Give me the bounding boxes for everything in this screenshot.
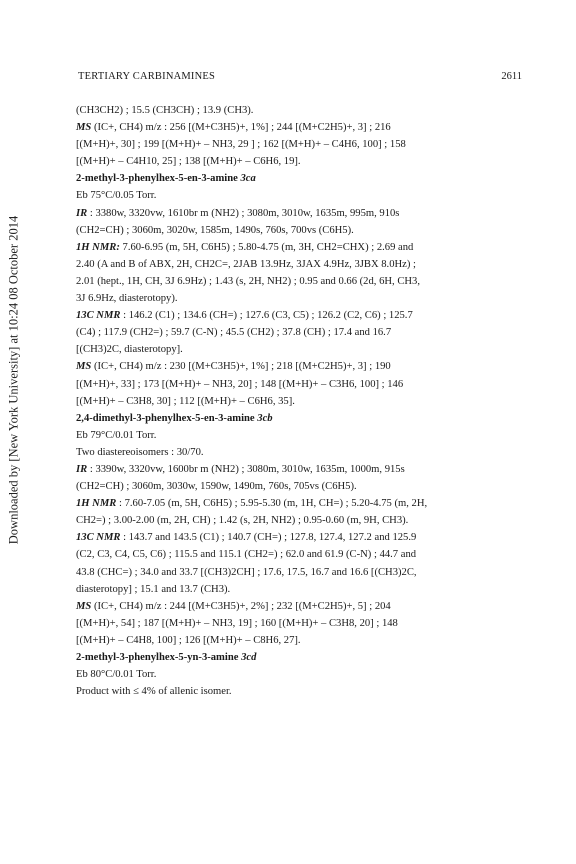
page-number: 2611 (501, 71, 522, 82)
text-line: (C2, C3, C4, C5, C6) ; 115.5 and 115.1 (CH2=) ; 62.0 and 61.9 (C-N) ; 44.7 and (76, 549, 417, 561)
section-label: MS (76, 600, 92, 612)
text-line: (CH2=CH) ; 3060m, 3020w, 1585m, 1490s, 760s, 700vs (C6H5). (76, 224, 354, 236)
text-line: 1H NMR: 7.60-6.95 (m, 5H, C6H5) ; 5.80-4.75 (m, 3H, CH2=CHX) ; 2.69 and (76, 241, 414, 253)
section-label: 1H NMR (76, 498, 117, 510)
text-line: [(M+H)+, 33] ; 173 [(M+H)+ – NH3, 20] ; 148 [(M+H)+ – C3H6, 100] ; 146 (76, 378, 404, 390)
section-label: MS (76, 122, 92, 134)
text-line: (CH3CH2) ; 15.5 (CH3CH) ; 13.9 (CH3). (76, 105, 254, 116)
text-line: 3J 6.9Hz, diasterotopy). (76, 293, 178, 305)
section-label: IR (76, 207, 88, 219)
text-line: [(M+H)+, 30] ; 199 [(M+H)+ – NH3, 29 ] ; 162 [(M+H)+ – C4H6, 100] ; 158 (76, 139, 406, 151)
download-watermark (2, 120, 26, 640)
text-line: Product with ≤ 4% of allenic isomer. (76, 686, 232, 698)
compound-heading: 2,4-dimethyl-3-phenylhex-5-en-3-amine 3cb (76, 412, 273, 424)
running-header (78, 71, 522, 87)
text-line: diasterotopy] ; 15.1 and 13.7 (CH3). (76, 583, 231, 595)
text-line: Eb 80°C/0.01 Torr. (76, 669, 157, 681)
text-line: Eb 79°C/0.01 Torr. (76, 429, 157, 441)
text-line: (CH2=CH) ; 3060m, 3030w, 1590w, 1490m, 760s, 705vs (C6H5). (76, 481, 357, 493)
text-line: [(CH3)2C, diasterotopy]. (76, 344, 183, 356)
text-line: 2.40 (A and B of ABX, 2H, CH2C=, 2JAB 13.9Hz, 3JAX 4.9Hz, 3JBX 8.0Hz) ; (76, 258, 416, 270)
text-line: CH2=) ; 3.00-2.00 (m, 2H, CH) ; 1.42 (s, 2H, NH2) ; 0.95-0.60 (m, 9H, CH3). (76, 515, 409, 527)
download-note: Downloaded by [New York University] at 10:24 08 October 2014 (6, 215, 21, 545)
text-line: Two diastereoisomers : 30/70. (76, 446, 204, 458)
text-line: Eb 75°C/0.05 Torr. (76, 190, 157, 202)
text-line: MS (IC+, CH4) m/z : 256 [(M+C3H5)+, 1%] ; 244 [(M+C2H5)+, 3] ; 216 (76, 122, 391, 134)
text-line: [(M+H)+ – C3H8, 30] ; 112 [(M+H)+ – C6H6, 35]. (76, 395, 295, 407)
text-line: MS (IC+, CH4) m/z : 230 [(M+C3H5)+, 1%] ; 218 [(M+C2H5)+, 3] ; 190 (76, 361, 391, 373)
text-line: IR : 3390w, 3320vw, 1600br m (NH2) ; 3080m, 3010w, 1635m, 1000m, 915s (76, 463, 405, 475)
section-label: 13C NMR (76, 532, 121, 544)
section-label: MS (76, 361, 92, 373)
text-line: MS (IC+, CH4) m/z : 244 [(M+C3H5)+, 2%] ; 232 [(M+C2H5)+, 5] ; 204 (76, 600, 391, 612)
text-line: 13C NMR : 143.7 and 143.5 (C1) ; 140.7 (CH=) ; 127.8, 127.4, 127.2 and 125.9 (76, 532, 417, 544)
text-line: 43.8 (CHC=) ; 34.0 and 33.7 [(CH3)2CH] ; 17.6, 17.5, 16.7 and 16.6 [(CH3)2C, (76, 566, 417, 578)
section-label: IR (76, 463, 88, 475)
text-line: (C4) ; 117.9 (CH2=) ; 59.7 (C-N) ; 45.5 (CH2) ; 37.8 (CH) ; 17.4 and 16.7 (76, 327, 392, 339)
text-line: 1H NMR : 7.60-7.05 (m, 5H, C6H5) ; 5.95-5.30 (m, 1H, CH=) ; 5.20-4.75 (m, 2H, (76, 498, 428, 510)
text-line: 13C NMR : 146.2 (C1) ; 134.6 (CH=) ; 127.6 (C3, C5) ; 126.2 (C2, C6) ; 125.7 (76, 310, 413, 322)
running-title: TERTIARY CARBINAMINES (78, 71, 216, 82)
text-line: [(M+H)+ – C4H8, 100] ; 126 [(M+H)+ – C8H6, 27]. (76, 634, 301, 646)
text-line: [(M+H)+ – C4H10, 25] ; 138 [(M+H)+ – C6H6, 19]. (76, 156, 301, 168)
text-line: 2.01 (hept., 1H, CH, 3J 6.9Hz) ; 1.43 (s, 2H, NH2) ; 0.95 and 0.66 (2d, 6H, CH3, (76, 275, 420, 287)
section-label: 13C NMR (76, 310, 121, 322)
text-line: [(M+H)+, 54] ; 187 [(M+H)+ – NH3, 19] ; 160 [(M+H)+ – C3H8, 20] ; 148 (76, 617, 398, 629)
compound-heading: 2-methyl-3-phenylhex-5-yn-3-amine 3cd (76, 652, 257, 663)
page-body (76, 102, 522, 700)
section-label: 1H NMR: (76, 241, 120, 253)
compound-heading: 2-methyl-3-phenylhex-5-en-3-amine 3ca (76, 173, 256, 185)
text-line: IR : 3380w, 3320vw, 1610br m (NH2) ; 3080m, 3010w, 1635m, 995m, 910s (76, 207, 400, 219)
